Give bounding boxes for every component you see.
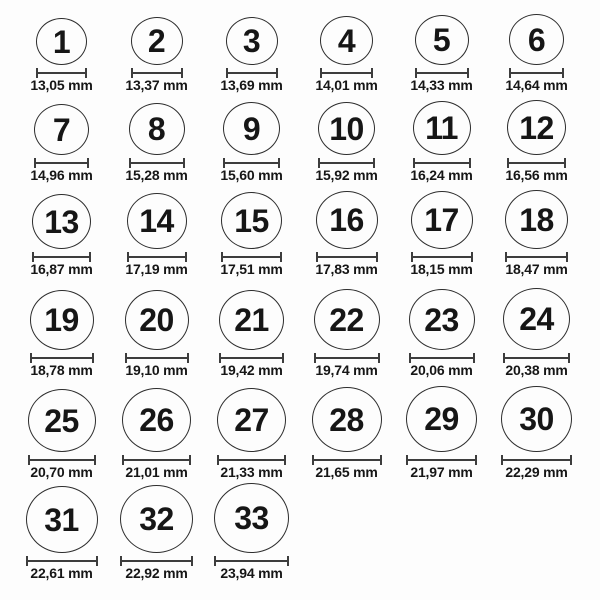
ring-size-cell <box>299 277 394 378</box>
ring-size-number: 16 <box>329 202 364 238</box>
diameter-label: 13,05 mm <box>30 77 93 93</box>
ring-size-cell <box>394 0 489 93</box>
ring-size-cell <box>489 378 584 480</box>
ring-circle <box>415 15 469 65</box>
diameter-rule <box>411 252 473 262</box>
diameter-label: 21,01 mm <box>125 464 188 480</box>
ring-size-number: 2 <box>147 23 166 59</box>
diameter-label: 18,78 mm <box>30 362 93 378</box>
diameter-label: 20,70 mm <box>30 464 93 480</box>
ring-size-number: 3 <box>242 23 261 59</box>
diameter-label: 13,37 mm <box>125 77 188 93</box>
ring-circle <box>26 486 98 553</box>
diameter-rule <box>127 252 187 262</box>
ring-circle <box>219 290 284 350</box>
ring-size-cell <box>204 183 299 277</box>
ring-size-number: 26 <box>139 402 174 438</box>
ring-circle <box>127 193 187 249</box>
ring-circle <box>125 290 189 350</box>
ring-circle <box>314 289 380 350</box>
ring-size-cell <box>489 183 584 277</box>
ring-circle <box>505 190 568 249</box>
diameter-label: 21,65 mm <box>315 464 378 480</box>
ring-circle <box>221 192 282 249</box>
ring-circle <box>217 388 286 452</box>
diameter-label: 22,29 mm <box>505 464 568 480</box>
diameter-label: 17,51 mm <box>220 261 283 277</box>
diameter-label: 16,24 mm <box>410 167 473 183</box>
ring-size-number: 19 <box>44 302 79 338</box>
diameter-label: 17,83 mm <box>315 261 378 277</box>
ring-circle <box>129 103 185 155</box>
empty-cell <box>299 480 394 581</box>
diameter-label: 15,60 mm <box>220 167 283 183</box>
ring-size-number: 24 <box>519 301 554 337</box>
diameter-rule <box>217 455 286 465</box>
chart-row <box>14 277 584 378</box>
diameter-rule <box>223 158 280 168</box>
ring-size-number: 27 <box>234 402 269 438</box>
chart-row <box>14 93 584 183</box>
diameter-rule <box>32 252 91 262</box>
ring-size-number: 11 <box>425 110 458 146</box>
diameter-rule <box>30 353 94 363</box>
diameter-label: 19,74 mm <box>315 362 378 378</box>
ring-circle <box>503 288 570 350</box>
ring-size-cell <box>14 480 109 581</box>
ring-size-number: 32 <box>139 501 174 537</box>
ring-circle <box>318 102 375 155</box>
ring-size-number: 20 <box>139 302 174 338</box>
ring-size-cell <box>14 0 109 93</box>
chart-row <box>14 378 584 480</box>
diameter-rule <box>312 455 382 465</box>
ring-size-cell <box>204 0 299 93</box>
diameter-rule <box>316 252 378 262</box>
ring-size-number: 29 <box>424 401 459 437</box>
ring-size-cell <box>109 93 204 183</box>
ring-circle <box>36 18 87 65</box>
diameter-rule <box>214 556 289 566</box>
diameter-label: 19,42 mm <box>220 362 283 378</box>
chart-row <box>14 480 584 581</box>
diameter-label: 21,33 mm <box>220 464 283 480</box>
diameter-rule <box>26 556 98 566</box>
diameter-label: 17,19 mm <box>125 261 188 277</box>
ring-size-number: 23 <box>424 301 459 338</box>
ring-size-cell <box>204 93 299 183</box>
ring-circle <box>501 386 572 452</box>
diameter-label: 18,15 mm <box>410 261 473 277</box>
diameter-rule <box>131 68 183 78</box>
ring-size-number: 7 <box>52 111 71 148</box>
ring-size-cell <box>394 183 489 277</box>
diameter-label: 16,56 mm <box>505 167 568 183</box>
diameter-rule <box>413 158 471 168</box>
ring-size-cell <box>394 277 489 378</box>
ring-size-cell <box>14 378 109 480</box>
diameter-label: 20,06 mm <box>410 362 473 378</box>
diameter-rule <box>120 556 193 566</box>
ring-size-cell <box>204 277 299 378</box>
diameter-label: 14,64 mm <box>505 77 568 93</box>
ring-circle <box>409 289 475 350</box>
ring-size-cell <box>204 480 299 581</box>
ring-size-cell <box>109 0 204 93</box>
diameter-rule <box>507 158 566 168</box>
diameter-rule <box>219 353 284 363</box>
diameter-label: 23,94 mm <box>220 565 283 581</box>
ring-circle <box>32 194 91 249</box>
diameter-label: 16,87 mm <box>30 261 93 277</box>
ring-size-cell <box>109 480 204 581</box>
diameter-rule <box>503 353 570 363</box>
diameter-rule <box>318 158 375 168</box>
diameter-label: 22,92 mm <box>125 565 188 581</box>
diameter-label: 14,01 mm <box>315 77 378 93</box>
ring-circle <box>406 386 477 452</box>
diameter-rule <box>226 68 278 78</box>
ring-circle <box>120 485 193 553</box>
ring-size-cell <box>299 0 394 93</box>
ring-circle <box>131 17 183 65</box>
diameter-label: 21,97 mm <box>410 464 473 480</box>
empty-cell <box>394 480 489 581</box>
empty-cell <box>489 480 584 581</box>
ring-size-number: 14 <box>139 203 174 239</box>
chart-row <box>14 183 584 277</box>
ring-size-number: 21 <box>234 302 269 338</box>
ring-size-number: 25 <box>44 402 79 439</box>
diameter-rule <box>501 455 572 465</box>
ring-size-number: 22 <box>329 301 364 338</box>
ring-circle <box>509 14 564 65</box>
diameter-rule <box>509 68 564 78</box>
ring-size-number: 10 <box>329 110 364 147</box>
ring-circle <box>122 388 191 452</box>
ring-size-cell <box>109 183 204 277</box>
ring-circle <box>316 191 378 249</box>
ring-size-cell <box>109 277 204 378</box>
ring-size-number: 1 <box>52 23 71 60</box>
ring-size-cell <box>299 378 394 480</box>
ring-circle <box>28 389 96 452</box>
diameter-label: 20,38 mm <box>505 362 568 378</box>
ring-size-cell <box>204 378 299 480</box>
ring-circle <box>411 191 473 249</box>
ring-circle <box>226 17 278 65</box>
diameter-rule <box>36 68 87 78</box>
ring-size-cell <box>489 0 584 93</box>
ring-size-cell <box>14 277 109 378</box>
ring-size-number: 28 <box>329 401 364 438</box>
ring-size-number: 6 <box>527 21 546 58</box>
ring-size-number: 33 <box>234 500 269 536</box>
diameter-rule <box>28 455 96 465</box>
ring-size-cell <box>299 93 394 183</box>
diameter-rule <box>406 455 477 465</box>
diameter-rule <box>125 353 189 363</box>
ring-circle <box>312 387 382 452</box>
ring-size-number: 15 <box>234 202 269 239</box>
diameter-rule <box>221 252 282 262</box>
ring-size-cell <box>394 378 489 480</box>
diameter-rule <box>314 353 380 363</box>
diameter-label: 15,28 mm <box>125 167 188 183</box>
ring-circle <box>34 104 89 155</box>
ring-circle <box>413 101 471 155</box>
diameter-label: 19,10 mm <box>125 362 188 378</box>
ring-size-cell <box>489 277 584 378</box>
diameter-rule <box>129 158 185 168</box>
diameter-rule <box>415 68 469 78</box>
ring-size-cell <box>109 378 204 480</box>
ring-size-number: 31 <box>44 501 79 538</box>
ring-size-number: 17 <box>424 202 459 238</box>
diameter-rule <box>320 68 373 78</box>
diameter-rule <box>34 158 89 168</box>
diameter-rule <box>409 353 475 363</box>
ring-size-cell <box>14 183 109 277</box>
diameter-label: 14,33 mm <box>410 77 473 93</box>
ring-size-number: 18 <box>519 201 554 238</box>
ring-circle <box>320 16 373 65</box>
ring-circle <box>30 290 94 350</box>
ring-size-cell <box>394 93 489 183</box>
diameter-label: 15,92 mm <box>315 167 378 183</box>
diameter-label: 22,61 mm <box>30 565 93 581</box>
chart-row <box>14 0 584 93</box>
diameter-rule <box>122 455 191 465</box>
diameter-rule <box>505 252 568 262</box>
ring-size-cell <box>299 183 394 277</box>
ring-size-number: 12 <box>519 109 554 146</box>
ring-size-number: 8 <box>147 111 166 147</box>
diameter-label: 14,96 mm <box>30 167 93 183</box>
ring-circle <box>214 483 289 553</box>
diameter-label: 13,69 mm <box>220 77 283 93</box>
ring-size-number: 13 <box>44 203 79 240</box>
ring-size-cell <box>489 93 584 183</box>
diameter-label: 18,47 mm <box>505 261 568 277</box>
ring-circle <box>223 102 280 155</box>
ring-size-number: 30 <box>519 401 554 437</box>
ring-size-number: 5 <box>432 22 451 58</box>
ring-size-number: 4 <box>337 22 356 59</box>
ring-size-number: 9 <box>242 110 261 147</box>
ring-circle <box>507 100 566 155</box>
ring-size-cell <box>14 93 109 183</box>
